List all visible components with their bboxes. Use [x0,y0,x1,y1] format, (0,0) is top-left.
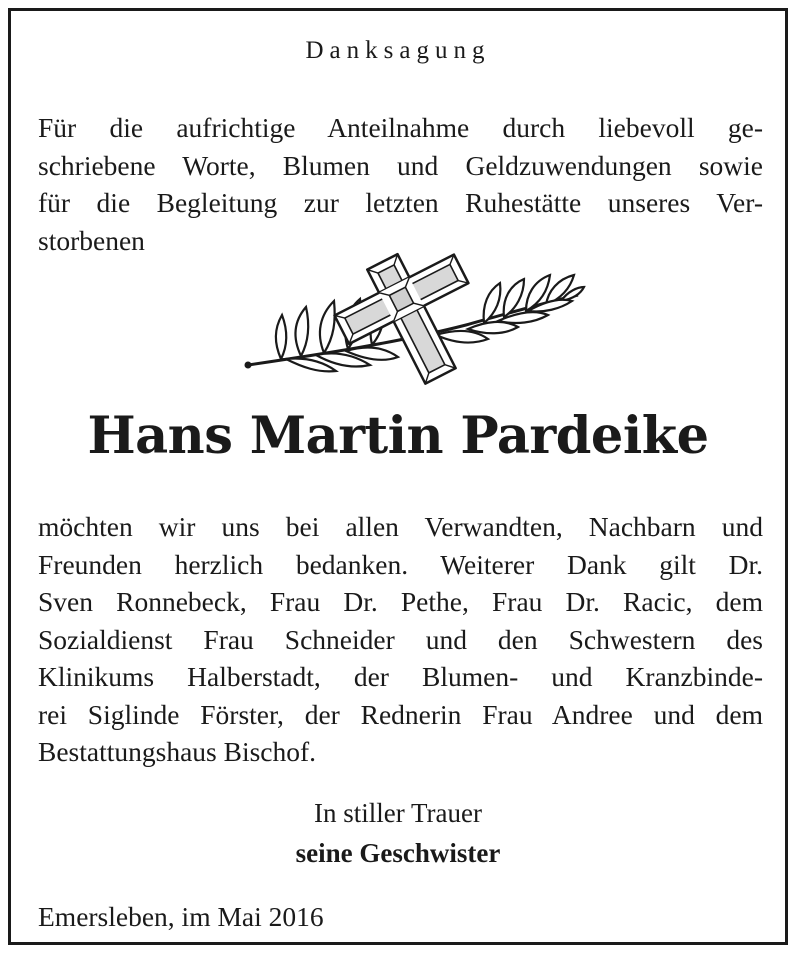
thanks-line: Bestattungshaus Bischof. [38,736,317,767]
deceased-name: Hans Martin Pardeike [87,406,709,466]
intro-line: Für die aufrichtige Anteilnahme durch liebevoll ge- [38,112,763,143]
place-date: Emersleben, im Mai 2016 [38,901,324,932]
cross-with-palm-branch-icon [236,243,586,388]
thanks-line: möchten wir uns bei allen Verwandten, Nachbarn und [38,511,763,542]
thanks-line: rei Siglinde Förster, der Rednerin Frau Andree und dem [38,698,763,730]
mourning-line: In stiller Trauer [314,798,482,828]
thanks-line: Sven Ronnebeck, Frau Dr. Pethe, Frau Dr. Racic, dem [38,586,763,617]
obituary-notice [8,8,788,945]
intro-line: storbenen [38,224,145,256]
notice-heading: Danksagung [305,37,491,64]
thanks-line: Klinikums Halberstadt, der Blumen- und Kranzbinde- [38,661,763,692]
intro-line: schriebene Worte, Blumen und Geldzuwendungen sowie [38,149,763,181]
thanks-paragraph [38,508,763,771]
thanks-line: Sozialdienst Frau Schneider und den Schwestern des [38,623,763,655]
intro-paragraph [38,109,763,259]
intro-line: für die Begleitung zur letzten Ruhestätte unseres Ver- [38,187,763,218]
thanks-line: Freunden herzlich bedanken. Weiterer Dank gilt Dr. [38,548,763,580]
signers: seine Geschwister [295,838,501,868]
